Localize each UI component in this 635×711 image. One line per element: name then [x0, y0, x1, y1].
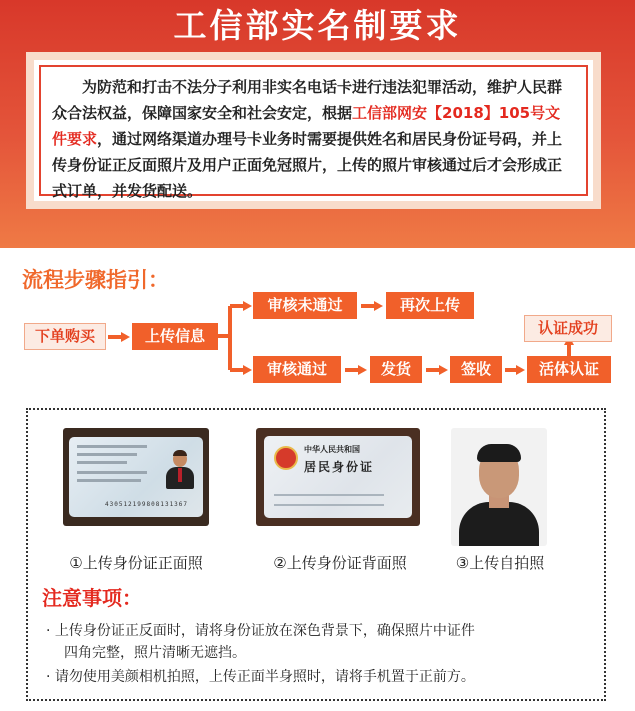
- national-emblem-icon: [274, 446, 298, 470]
- arrow-ship-sign: [426, 365, 448, 375]
- id-back-card: [264, 436, 412, 518]
- arrow-to-review-passed: [230, 365, 252, 375]
- arrow-failed-reupload: [361, 301, 383, 311]
- flow-title: 流程步骤指引：: [22, 268, 169, 292]
- step-review-passed: 审核通过: [253, 356, 341, 383]
- intro-text: [52, 74, 575, 204]
- intro-text-part2: ，通过网络渠道办理号卡业务时需要提供姓名和居民身份证号码，并上传身份证正反面照片及用户正面免冠照片，上传的照片审核通过后才会形成正式订单，并发货配送。: [52, 130, 563, 200]
- id-front-card: [69, 437, 203, 517]
- intro-box: [26, 52, 601, 209]
- step-reupload: 再次上传: [386, 292, 474, 319]
- arrow-sign-liveness: [505, 365, 525, 375]
- selfie-hair: [477, 444, 521, 462]
- id-front-photo: [63, 428, 209, 526]
- arrow-order-upload: [108, 332, 130, 342]
- step-ship: 发货: [370, 356, 422, 383]
- header-banner: [0, 0, 635, 248]
- note-item-1-cont: 四角完整，照片清晰无遮挡。: [64, 645, 246, 661]
- intro-text-part1: 为防范和打击不法分子利用非实名电话卡进行违法犯罪活动，维护人民群众合法权益，保障国家安全和社会安定，根据: [52, 78, 563, 122]
- notes-title: 注意事项：: [42, 586, 142, 610]
- arrow-passed-ship: [345, 365, 367, 375]
- step-order: 下单购买: [24, 323, 106, 350]
- arrow-to-review-failed: [230, 301, 252, 311]
- caption-selfie: ③上传自拍照: [455, 554, 545, 572]
- id-back-card-name: 居民身份证: [304, 460, 375, 474]
- step-success: 认证成功: [524, 315, 612, 342]
- bracket-vertical: [228, 306, 232, 370]
- selfie-body: [459, 502, 539, 546]
- id-back-photo: [256, 428, 420, 526]
- id-back-country: 中华人民共和国: [304, 445, 360, 454]
- note-item-2: · 请勿使用美颜相机拍照，上传正面半身照时，请将手机置于正前方。: [46, 669, 475, 685]
- person-silhouette-icon: [165, 451, 195, 491]
- selfie-photo: [451, 428, 547, 546]
- page-title: 工信部实名制要求: [173, 6, 462, 45]
- step-upload: 上传信息: [132, 323, 218, 350]
- caption-id-back: ②上传身份证背面照: [273, 554, 407, 572]
- step-liveness: 活体认证: [527, 356, 611, 383]
- caption-id-front: ①上传身份证正面照: [69, 554, 203, 572]
- step-review-failed: 审核未通过: [253, 292, 357, 319]
- note-item-1: · 上传身份证正反面时，请将身份证放在深色背景下，确保照片中证件: [46, 623, 475, 639]
- intro-highlight: 工信部网安【2018】105号文件要求: [52, 104, 561, 148]
- step-sign: 签收: [450, 356, 502, 383]
- id-number: 430512199808131367: [105, 501, 189, 508]
